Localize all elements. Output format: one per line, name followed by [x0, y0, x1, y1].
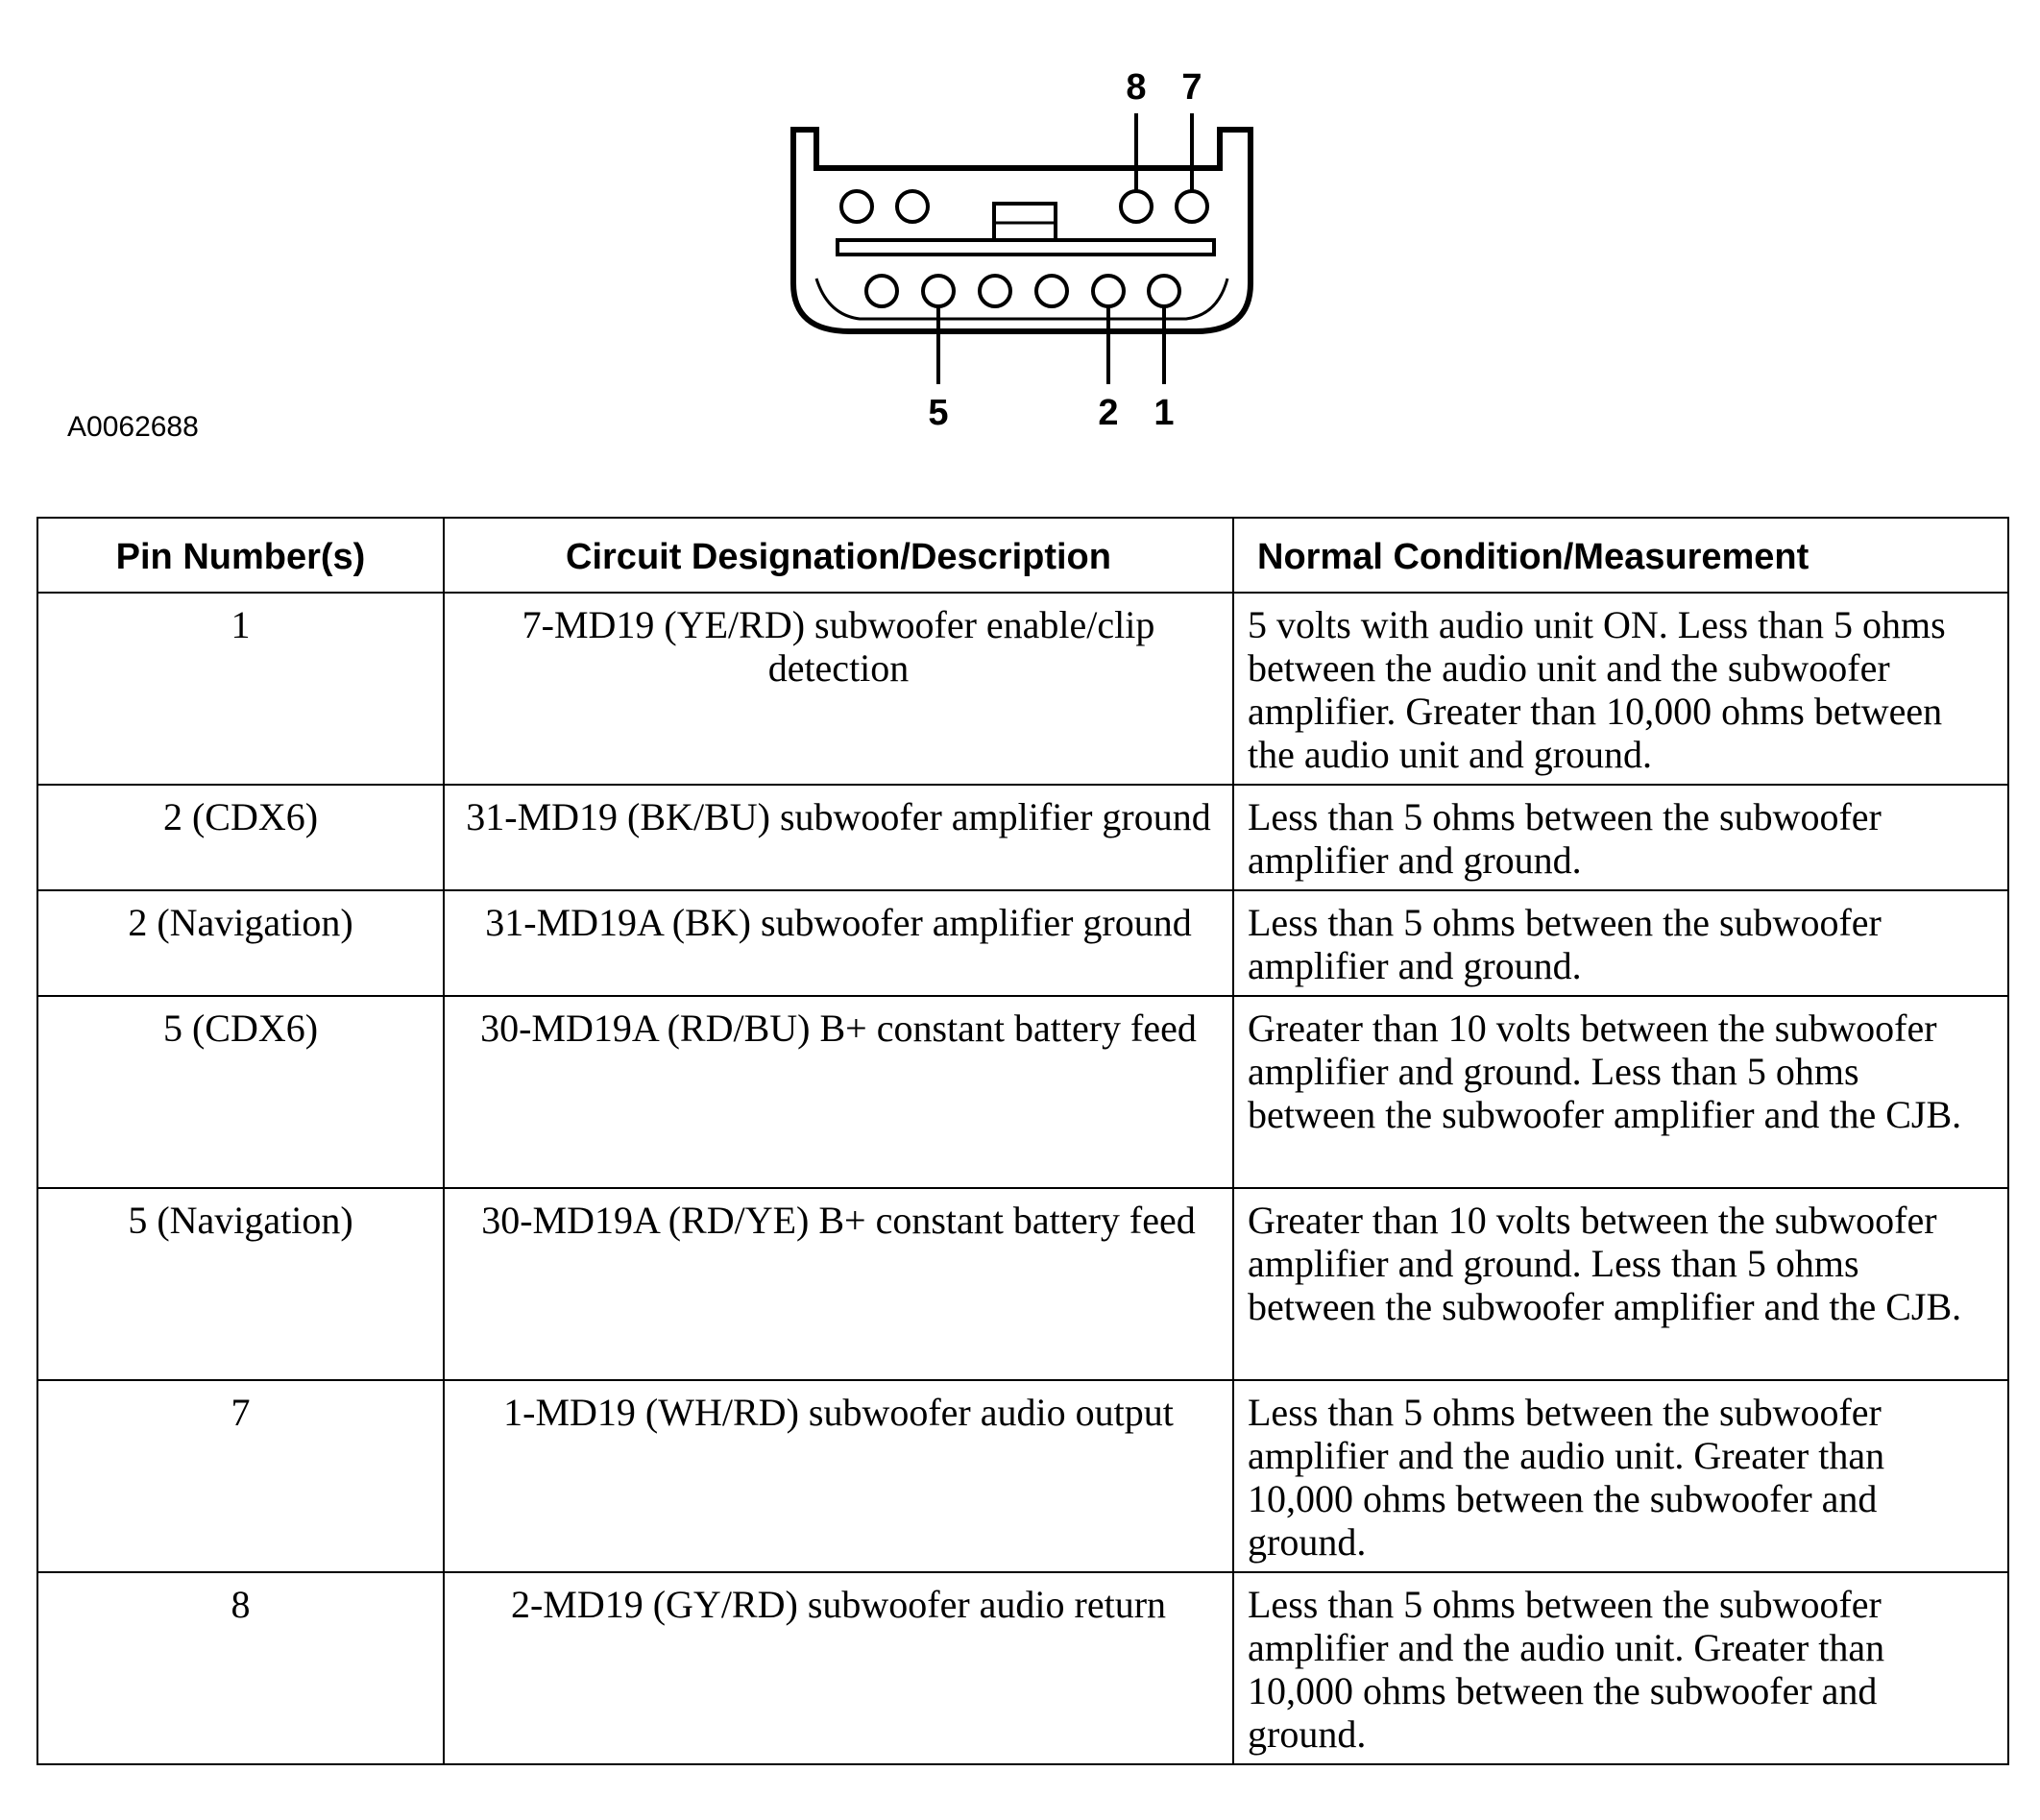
pin-label-1: 1 — [1154, 393, 1175, 433]
connector-divider-bar — [838, 240, 1214, 255]
pin-cell: 7 — [37, 1380, 444, 1572]
pin-table — [36, 517, 2009, 1765]
table-header-row — [37, 518, 2008, 593]
header-pin-numbers: Pin Number(s) — [37, 518, 444, 593]
circuit-cell: 30-MD19A (RD/BU) B+ constant battery feed — [444, 996, 1233, 1188]
pin-cell: 2 (Navigation) — [37, 890, 444, 996]
connector-diagram — [0, 0, 2040, 461]
table-row — [37, 996, 2008, 1188]
condition-cell: Less than 5 ohms between the subwoofer amplifier and ground. — [1233, 890, 2008, 996]
pin-cell: 5 (CDX6) — [37, 996, 444, 1188]
pin-hole-bottom-3 — [1036, 276, 1067, 306]
circuit-cell: 1-MD19 (WH/RD) subwoofer audio output — [444, 1380, 1233, 1572]
circuit-cell: 31-MD19A (BK) subwoofer amplifier ground — [444, 890, 1233, 996]
condition-cell: Greater than 10 volts between the subwoofer amplifier and ground. Less than 5 ohms between the subwoofer amplifier and the CJB. — [1233, 996, 2008, 1188]
pin-hole-8 — [1121, 191, 1152, 222]
pin-hole-top-1 — [841, 191, 872, 222]
table-row — [37, 1572, 2008, 1764]
condition-cell: 5 volts with audio unit ON. Less than 5 ohms between the audio unit and the subwoofer amplifier. Greater than 10,000 ohms between the audio unit and ground. — [1233, 593, 2008, 785]
pin-hole-bottom-4 — [980, 276, 1010, 306]
condition-cell: Less than 5 ohms between the subwoofer amplifier and the audio unit. Greater than 10,000 ohms between the subwoofer and ground. — [1233, 1572, 2008, 1764]
table-row — [37, 593, 2008, 785]
table-row — [37, 785, 2008, 890]
circuit-cell: 31-MD19 (BK/BU) subwoofer amplifier ground — [444, 785, 1233, 890]
pin-hole-top-2 — [897, 191, 928, 222]
pin-cell: 2 (CDX6) — [37, 785, 444, 890]
pin-cell: 1 — [37, 593, 444, 785]
table-row — [37, 890, 2008, 996]
pin-label-7: 7 — [1181, 67, 1202, 108]
condition-cell: Less than 5 ohms between the subwoofer amplifier and the audio unit. Greater than 10,000 ohms between the subwoofer and ground. — [1233, 1380, 2008, 1572]
pin-hole-bottom-6 — [866, 276, 897, 306]
pin-hole-7 — [1177, 191, 1207, 222]
pin-cell: 8 — [37, 1572, 444, 1764]
pin-label-2: 2 — [1098, 393, 1119, 433]
pin-label-8: 8 — [1126, 67, 1147, 108]
pin-label-5: 5 — [928, 393, 949, 433]
pin-hole-2 — [1093, 276, 1124, 306]
connector-housing — [793, 130, 1251, 331]
header-condition: Normal Condition/Measurement — [1233, 518, 2008, 593]
circuit-cell: 7-MD19 (YE/RD) subwoofer enable/clip detection — [444, 593, 1233, 785]
pin-cell: 5 (Navigation) — [37, 1188, 444, 1380]
pin-hole-1 — [1149, 276, 1179, 306]
table-row — [37, 1188, 2008, 1380]
pin-hole-5 — [923, 276, 954, 306]
table-row — [37, 1380, 2008, 1572]
figure-id: A0062688 — [67, 411, 199, 443]
header-circuit: Circuit Designation/Description — [444, 518, 1233, 593]
condition-cell: Greater than 10 volts between the subwoofer amplifier and ground. Less than 5 ohms between the subwoofer amplifier and the CJB. — [1233, 1188, 2008, 1380]
circuit-cell: 2-MD19 (GY/RD) subwoofer audio return — [444, 1572, 1233, 1764]
circuit-cell: 30-MD19A (RD/YE) B+ constant battery feed — [444, 1188, 1233, 1380]
condition-cell: Less than 5 ohms between the subwoofer amplifier and ground. — [1233, 785, 2008, 890]
